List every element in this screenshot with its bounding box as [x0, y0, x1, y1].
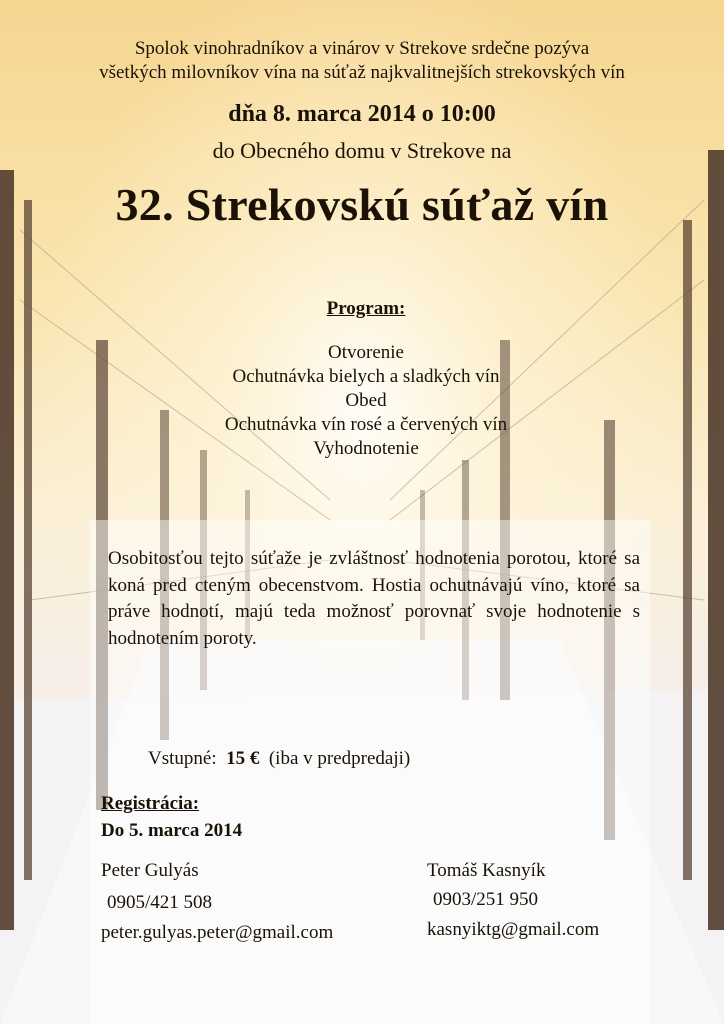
contact-phone: 0905/421 508	[107, 892, 213, 913]
program-item: Vyhodnotenie	[313, 438, 419, 459]
program-item: Ochutnávka bielych a sladkých vín	[232, 366, 500, 387]
entry-fee-note: (iba v predpredaji)	[268, 748, 411, 769]
contact-phone: 0903/251 950	[433, 889, 539, 910]
event-title: 32. Strekovskú súťaž vín	[115, 179, 609, 230]
intro-line-2: všetkých milovníkov vína na súťaž najkvalitnejších strekovských vín	[99, 62, 625, 83]
entry-fee-label: Vstupné:	[148, 748, 217, 769]
event-venue: do Obecného domu v Strekove na	[212, 138, 512, 163]
program-item: Obed	[345, 390, 387, 411]
entry-fee-price: 15 €	[226, 748, 260, 769]
contact-email[interactable]: peter.gulyas.peter@gmail.com	[101, 922, 334, 943]
registration-heading: Registrácia:	[101, 793, 200, 814]
contact-email[interactable]: kasnyiktg@gmail.com	[427, 919, 600, 940]
contact-name: Tomáš Kasnyík	[427, 860, 546, 881]
event-date: dňa 8. marca 2014 o 10:00	[228, 101, 496, 127]
intro-line-1: Spolok vinohradníkov a vinárov v Strekove srdečne pozýva	[134, 38, 590, 59]
competition-description: Osobitosťou tejto súťaže je zvláštnosť hodnotenia porotou, ktoré sa koná pred cteným obecenstvom. Hostia ochutnávajú víno, ktoré sa práve hodnotí, majú teda možnosť porovnať svoje hodnotenie s hodnotením poroty.	[108, 548, 640, 649]
program-item: Ochutnávka vín rosé a červených vín	[224, 414, 508, 435]
entry-fee	[148, 748, 410, 770]
registration-deadline: Do 5. marca 2014	[101, 820, 243, 841]
program-heading: Program:	[326, 298, 406, 319]
contact-name: Peter Gulyás	[101, 860, 199, 881]
program-item: Otvorenie	[328, 342, 404, 363]
